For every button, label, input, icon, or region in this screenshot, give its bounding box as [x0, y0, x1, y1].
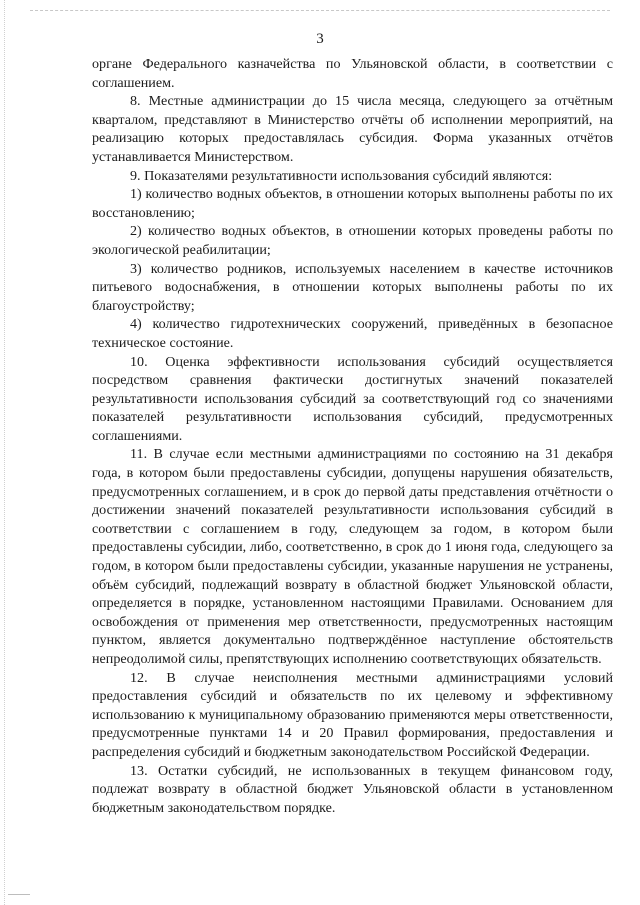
paragraph-continuation: органе Федерального казначейства по Ульяновской области, в соответствии с соглашением. — [92, 56, 613, 91]
list-item-1: 1) количество водных объектов, в отношении которых выполнены работы по их восстановлению; — [92, 186, 613, 221]
document-body — [92, 55, 613, 817]
scan-mark-bottom — [8, 894, 30, 895]
list-item-2: 2) количество водных объектов, в отношении которых проведены работы по экологической реабилитации; — [92, 223, 613, 258]
paragraph-9: 9. Показателями результативности использования субсидий являются: — [130, 167, 553, 184]
list-item-4: 4) количество гидротехнических сооружений, приведённых в безопасное техническое состояние. — [92, 316, 613, 351]
scan-edge-left — [4, 0, 5, 905]
paragraph-12: 12. В случае неисполнения местными администрациями условий предоставления субсидий и обязательств по их целевому и эффективному использованию к муниципальному образованию применяются меры ответственности, предусмотренные пунктами 14 и 20 Правил формирования, предоставления и распределения субсидий и бюджетным законодательством Российской Федерации. — [92, 669, 613, 760]
paragraph-13: 13. Остатки субсидий, не использованных в текущем финансовом году, подлежат возврату в областной бюджет Ульяновской области в установленном бюджетным законодательством порядке. — [92, 762, 613, 816]
paragraph-10: 10. Оценка эффективности использования субсидий осуществляется посредством сравнения фактически достигнутых значений показателей результативности использования субсидий за соответствующий год со значениями показателей результативности использования субсидий, предусмотренных соглашениями. — [92, 353, 613, 444]
list-item-3: 3) количество родников, используемых населением в качестве источников питьевого водоснабжения, в отношении которых выполнены работы по их благоустройству; — [92, 260, 613, 314]
paragraph-8: 8. Местные администрации до 15 числа месяца, следующего за отчётным кварталом, представляют в Министерство отчёты об исполнении мероприятий, на реализацию которых предоставлялась субсидия. Форма указанных отчётов устанавливается Министерством. — [92, 93, 613, 165]
page-number: 3 — [316, 31, 324, 47]
scan-edge-top — [30, 10, 610, 11]
paragraph-11: 11. В случае если местными администрациями по состоянию на 31 декабря года, в котором были предоставлены субсидии, допущены нарушения обязательств, предусмотренных соглашением, и в срок до первой даты представления отчётности о достижении значений показателей результативности использования субсидий в соответствии с соглашением в году, следующем за годом, в котором были предоставлены субсидии, либо, соответственно, в срок до 1 июня года, следующего за годом, в котором были предоставлены субсидии, указанные нарушения не устранены, объём субсидий, подлежащий возврату в областной бюджет Ульяновской области, определяется в порядке, установленном настоящими Правилами. Основанием для освобождения от применения мер ответственности, предусмотренных настоящим пунктом, является документально подтверждённое наступление обстоятельств непреодолимой силы, препятствующих исполнению соответствующих обязательств. — [92, 446, 613, 667]
